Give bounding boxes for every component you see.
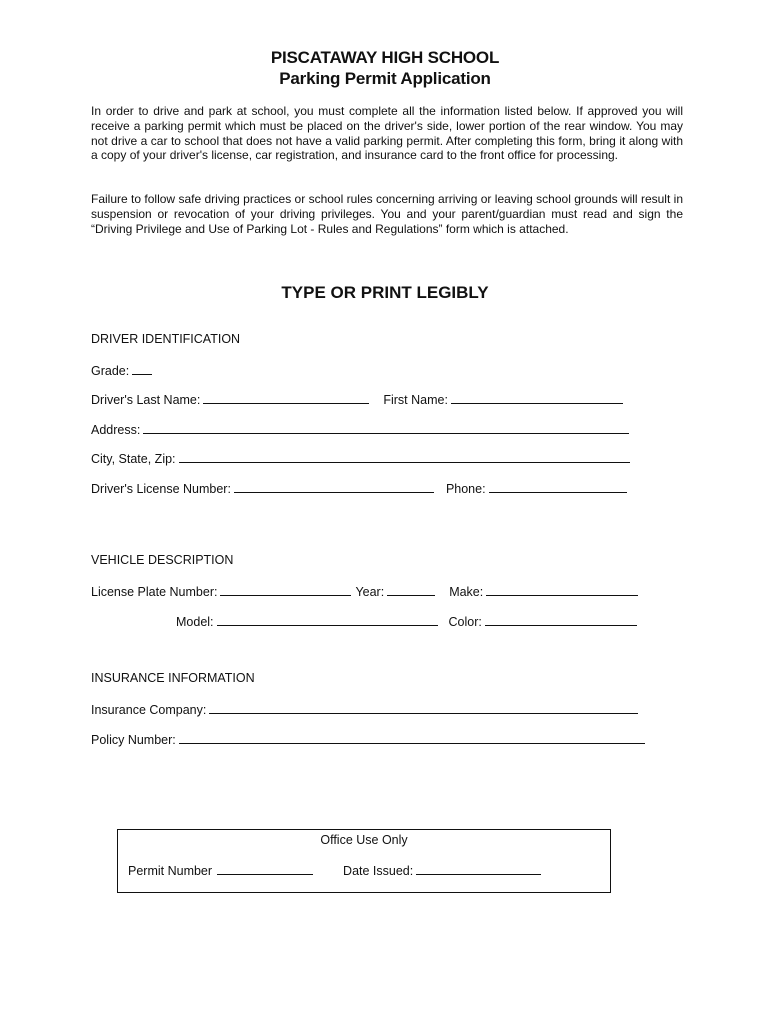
last-name-label: Driver's Last Name: <box>91 393 201 407</box>
model-label: Model: <box>176 615 214 629</box>
school-name: PISCATAWAY HIGH SCHOOL <box>270 48 500 67</box>
office-use-title: Office Use Only <box>320 833 408 847</box>
city-state-zip-label: City, State, Zip: <box>91 452 176 466</box>
year-field[interactable] <box>387 583 435 596</box>
policy-number-field[interactable] <box>179 731 645 744</box>
intro-paragraph-2: Failure to follow safe driving practices or school rules concerning arriving or leaving school grounds will result in suspension or revocation of your driving privileges. You and your parent/guardian must read and sign the “Driving Privilege and Use of Parking Lot - Rules and Regulations” form which is attached. <box>91 192 683 236</box>
intro-paragraph-1: In order to drive and park at school, you must complete all the information listed below. If approved you will receive a parking permit which must be placed on the driver's side, lower portion of the rear window. You may not drive a car to school that does not have a valid parking permit. After completing this form, bring it along with a copy of your driver's license, car registration, and insurance card to the front office for processing. <box>91 104 683 163</box>
permit-number-label: Permit Number <box>128 864 213 878</box>
first-name-label: First Name: <box>383 393 448 407</box>
insurance-company-field[interactable] <box>209 701 638 714</box>
city-state-zip-field[interactable] <box>179 450 630 463</box>
policy-number-label: Policy Number: <box>91 733 176 747</box>
license-plate-label: License Plate Number: <box>91 585 218 599</box>
last-name-field[interactable] <box>203 391 369 404</box>
city-state-zip-row <box>91 450 630 466</box>
driver-identification-heading: DRIVER IDENTIFICATION <box>91 332 241 346</box>
vehicle-description-heading: VEHICLE DESCRIPTION <box>91 553 234 567</box>
license-number-field[interactable] <box>234 480 434 493</box>
address-label: Address: <box>91 423 141 437</box>
permit-number-field[interactable] <box>217 862 313 875</box>
date-issued-field[interactable] <box>416 862 541 875</box>
grade-label: Grade: <box>91 364 130 378</box>
address-row <box>91 421 629 437</box>
insurance-company-row <box>91 701 638 717</box>
make-label: Make: <box>449 585 484 599</box>
first-name-field[interactable] <box>451 391 623 404</box>
phone-label: Phone: <box>445 482 486 496</box>
model-field[interactable] <box>217 613 438 626</box>
insurance-company-label: Insurance Company: <box>91 703 207 717</box>
insurance-information-heading: INSURANCE INFORMATION <box>91 671 255 685</box>
make-field[interactable] <box>486 583 638 596</box>
color-label: Color: <box>448 615 482 629</box>
name-row <box>91 391 623 407</box>
license-number-label: Driver's License Number: <box>91 482 231 496</box>
address-field[interactable] <box>143 421 629 434</box>
policy-number-row <box>91 731 645 747</box>
print-legibly-heading: TYPE OR PRINT LEGIBLY <box>281 283 489 302</box>
license-plate-field[interactable] <box>220 583 351 596</box>
date-issued-label: Date Issued: <box>343 864 414 878</box>
office-use-box <box>117 829 611 893</box>
grade-field[interactable] <box>132 362 152 375</box>
form-title: Parking Permit Application <box>279 69 491 88</box>
model-color-row <box>176 613 637 629</box>
grade-row <box>91 362 152 378</box>
year-label: Year: <box>355 585 385 599</box>
plate-year-make-row <box>91 583 638 599</box>
office-fields-row <box>128 862 541 878</box>
phone-field[interactable] <box>489 480 627 493</box>
license-phone-row <box>91 480 627 496</box>
color-field[interactable] <box>485 613 637 626</box>
